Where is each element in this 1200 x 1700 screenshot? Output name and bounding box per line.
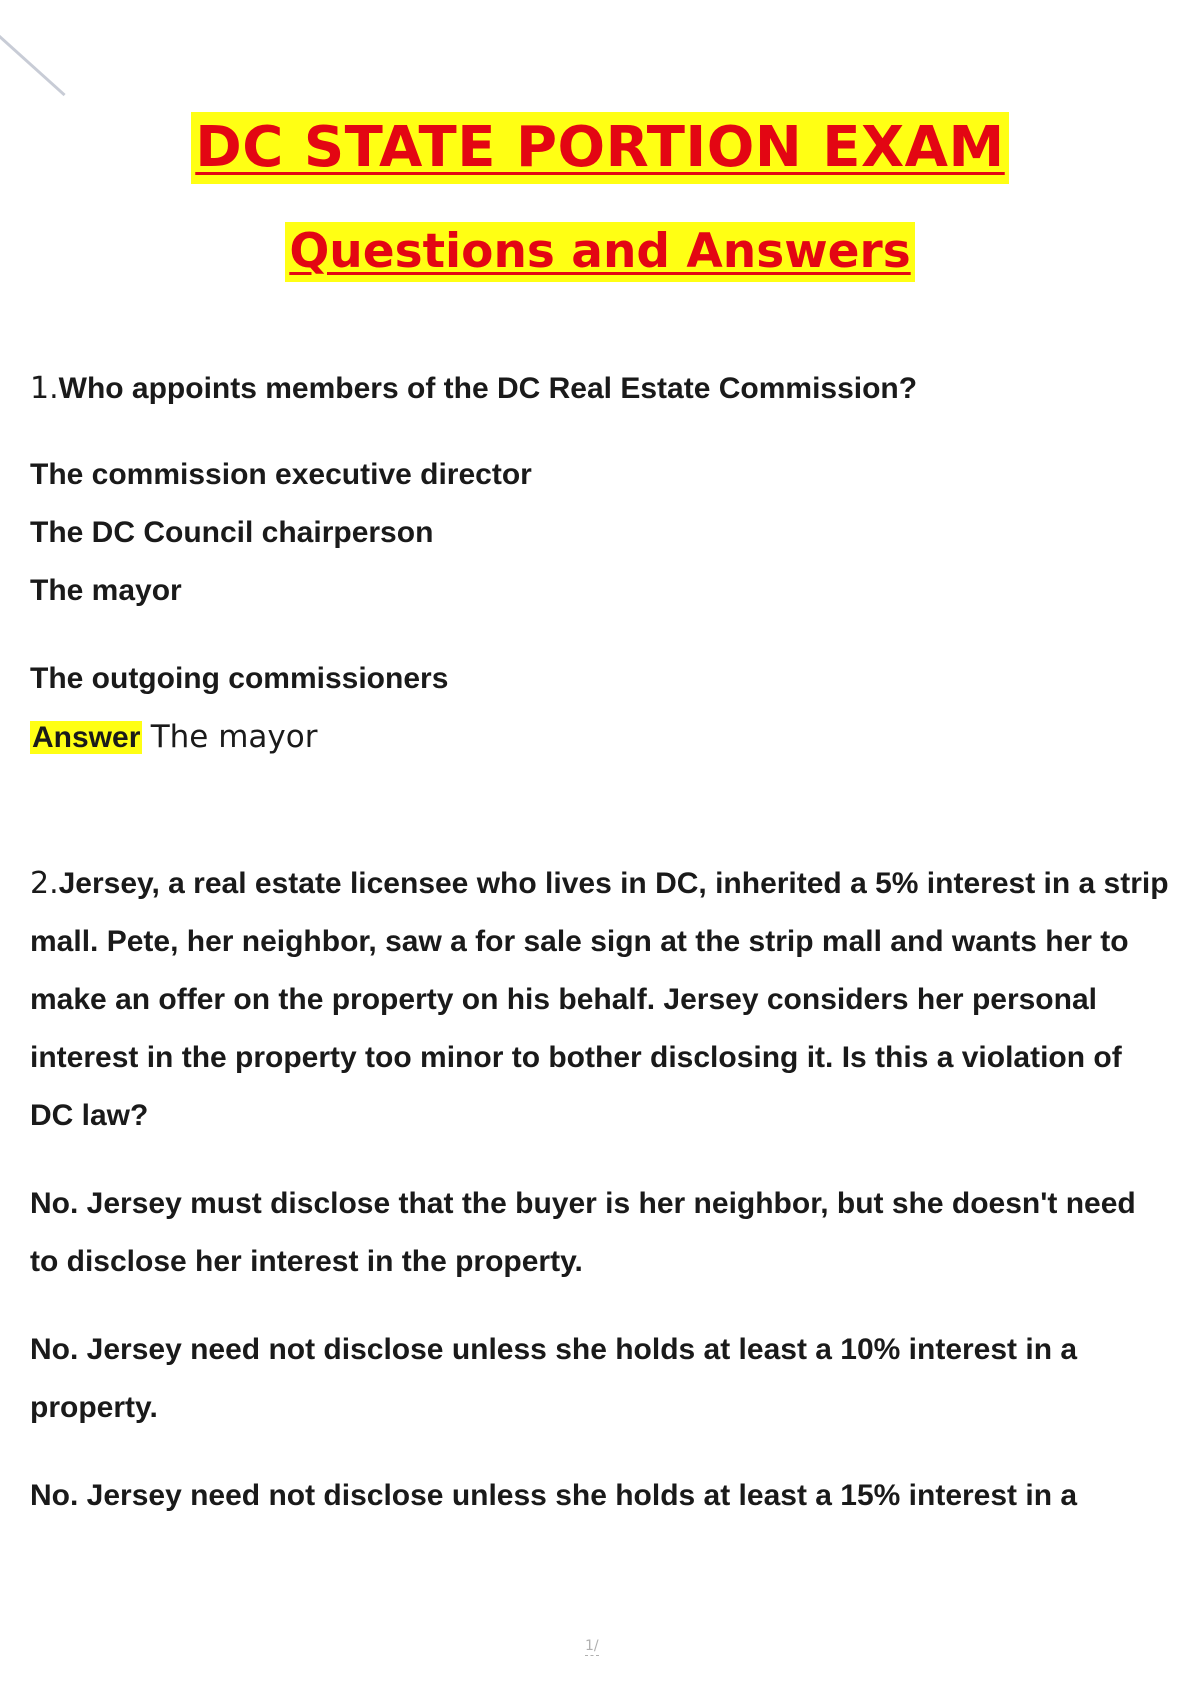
document-body <box>30 360 1170 1525</box>
option-1c: The mayor <box>30 574 182 607</box>
option-2b: No. Jersey need not disclose unless she holds at least a 10% interest in a property. <box>30 1333 1078 1424</box>
question-number: 2. <box>30 866 59 901</box>
option-1b: The DC Council chairperson <box>30 516 434 549</box>
answer-label: Answer <box>32 721 141 754</box>
question-text: Jersey, a real estate licensee who lives in DC, inherited a 5% interest in a strip mall. Pete, her neighbor, saw a for sale sign at the strip mall and wants her to make an offer on the property on his behalf. Jersey considers her personal interest in the property too minor to bother disclosing it. Is this a violation of DC law? <box>30 867 1169 1132</box>
answer-row-1 <box>30 708 1170 767</box>
option-1d: The outgoing commissioners <box>30 662 449 695</box>
option-2a: No. Jersey must disclose that the buyer is her neighbor, but she doesn't need to disclose her interest in the property. <box>30 1187 1136 1278</box>
question-text: Who appoints members of the DC Real Estate Commission? <box>58 372 918 405</box>
option-2c: No. Jersey need not disclose unless she holds at least a 15% interest in a <box>30 1479 1078 1512</box>
title-block <box>0 112 1200 184</box>
document-subtitle: Questions and Answers <box>285 222 914 282</box>
page-number-marker: 1/ <box>585 1638 599 1654</box>
answer-value: The mayor <box>150 719 318 755</box>
question-2 <box>30 855 1170 1145</box>
question-1 <box>30 360 1170 418</box>
option-1a: The commission executive director <box>30 458 532 491</box>
corner-decoration-line <box>0 30 66 96</box>
subtitle-block <box>0 222 1200 282</box>
document-title: DC STATE PORTION EXAM <box>191 112 1008 184</box>
question-number: 1. <box>30 371 59 406</box>
